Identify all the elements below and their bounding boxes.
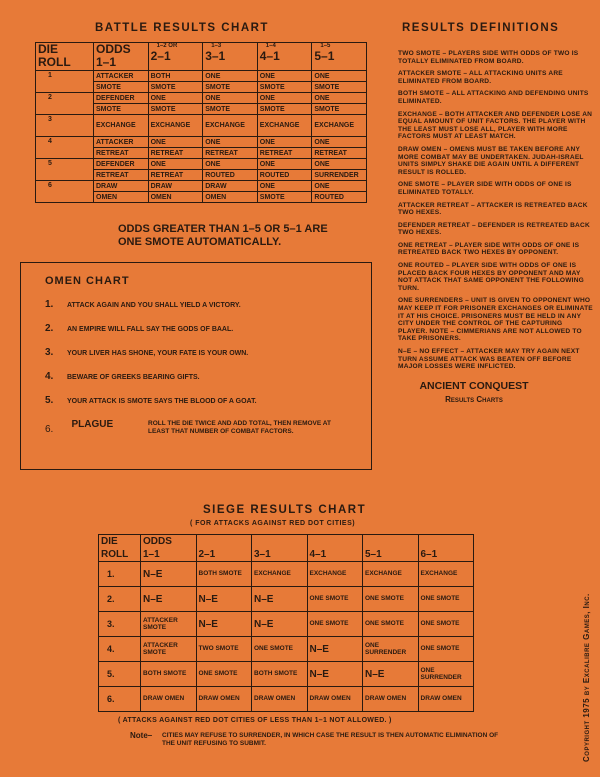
battle-result-line1: DEFENDER [96, 95, 135, 102]
battle-chart-title: BATTLE RESULTS CHART [95, 22, 269, 34]
omen-text: AN EMPIRE WILL FALL SAY THE GODS OF BAAL. [67, 326, 234, 333]
siege-row [99, 562, 474, 587]
siege-result-cell: ONE SMOTE [418, 637, 474, 662]
omen-text: ATTACK AGAIN AND YOU SHALL YIELD A VICTORY. [67, 302, 241, 309]
definition-item: ONE ROUTED – PLAYER SIDE WITH ODDS OF ONE IS PLACED BACK FOUR HEXES BY OPPONENT AND MAY NOT ATTACK THAT SAME OPPONENT THE FOLLOWING TURN. [398, 262, 585, 292]
siege-die-value: 6. [99, 687, 141, 712]
omen-item [45, 323, 233, 334]
battle-result-cell [257, 159, 312, 181]
siege-die-value: 3. [99, 612, 141, 637]
definition-item: BOTH SMOTE – ALL ATTACKING AND DEFENDING UNITS ELIMINATED. [398, 90, 589, 105]
siege-result-cell: N–E [307, 637, 363, 662]
battle-result-line2: SMOTE [94, 103, 148, 114]
battle-result-line2: SMOTE [312, 81, 366, 92]
battle-odds-note: ODDS GREATER THAN 1–5 OR 5–1 ARE ONE SMOTE AUTOMATICALLY. [118, 223, 328, 248]
siege-die-roll-header: DIE ROLL [99, 535, 141, 562]
siege-odds-col-5: 5–1 [363, 535, 419, 562]
battle-result-cell [94, 159, 149, 181]
battle-result-line2: RETREAT [149, 169, 203, 180]
battle-results-table [35, 42, 367, 203]
omen-item [45, 371, 200, 382]
battle-result-line2: SMOTE [258, 81, 312, 92]
omen-chart-box [20, 262, 372, 470]
siege-result-cell: N–E [141, 562, 197, 587]
battle-odds-col-2: 1–2 OR 2–1 [148, 43, 203, 71]
siege-result-cell: EXCHANGE [252, 562, 308, 587]
siege-result-cell: DRAW OMEN [252, 687, 308, 712]
battle-result-text: EXCHANGE [259, 122, 300, 129]
siege-result-cell: ONE SURRENDER [418, 662, 474, 687]
definitions-list [398, 50, 593, 376]
siege-result-cell: EXCHANGE [418, 562, 474, 587]
omen-text: YOUR ATTACK IS SMOTE SAYS THE BLOOD OF A GOAT. [67, 398, 257, 405]
siege-row [99, 662, 474, 687]
battle-result-line1: ATTACKER [96, 73, 134, 80]
siege-result-cell: ONE SMOTE [307, 612, 363, 637]
battle-result-line2: SMOTE [203, 81, 257, 92]
battle-result-cell [148, 137, 203, 159]
copyright-notice: Copyright 1975 by Excalibre Games, Inc. [582, 593, 591, 762]
battle-result-cell [203, 181, 258, 203]
battle-result-cell [148, 71, 203, 93]
battle-result-line1: DEFENDER [96, 161, 135, 168]
battle-odds-col-1: ODDS 1–1 [94, 43, 149, 71]
battle-result-cell [94, 137, 149, 159]
battle-die-value: 4 [36, 137, 94, 159]
battle-result-line2: ROUTED [312, 191, 366, 202]
battle-result-line2: RETREAT [149, 147, 203, 158]
siege-die-value: 2. [99, 587, 141, 612]
siege-result-cell: N–E [196, 587, 252, 612]
battle-result-text: EXCHANGE [205, 122, 245, 129]
battle-result-cell [312, 71, 367, 93]
battle-result-cell [148, 93, 203, 115]
battle-result-line2: RETREAT [203, 147, 257, 158]
battle-header-row [36, 43, 367, 71]
siege-odds-col-3: 3–1 [252, 535, 308, 562]
battle-result-line1: ONE [314, 73, 330, 80]
omen-number: 1. [45, 299, 54, 310]
omen-plague-text: ROLL THE DIE TWICE AND ADD TOTAL, THEN REMOVE AT LEAST THAT NUMBER OF COMBAT FACTORS. [148, 420, 331, 435]
siege-result-cell: TWO SMOTE [196, 637, 252, 662]
battle-result-line2: SMOTE [94, 81, 148, 92]
battle-die-value: 3 [36, 115, 94, 137]
battle-result-line2: OMEN [203, 191, 257, 202]
definition-item: TWO SMOTE – PLAYERS SIDE WITH ODDS OF TWO IS TOTALLY ELIMINATED FROM BOARD. [398, 50, 579, 65]
siege-result-cell: ONE SMOTE [363, 612, 419, 637]
siege-header-row [99, 535, 474, 562]
battle-result-line1: DRAW [96, 183, 118, 190]
battle-result-cell [94, 71, 149, 93]
siege-result-cell: ONE SMOTE [418, 587, 474, 612]
battle-result-line1: ONE [314, 95, 330, 102]
battle-result-line1: ONE [205, 161, 221, 168]
siege-result-cell: DRAW OMEN [307, 687, 363, 712]
definition-item: N–E – NO EFFECT – ATTACKER MAY TRY AGAIN NEXT TURN ASSUME ATTACK WAS BEATEN OFF BEFORE MAJOR LOSSES WERE INFLICTED. [398, 348, 580, 371]
battle-result-cell [257, 115, 312, 137]
siege-row [99, 587, 474, 612]
battle-result-cell [148, 159, 203, 181]
battle-result-line2: SURRENDER [312, 169, 366, 180]
omen-number: 4. [45, 371, 54, 382]
battle-result-line2: OMEN [94, 191, 148, 202]
battle-result-cell [312, 159, 367, 181]
omen-chart-title: OMEN CHART [45, 275, 130, 287]
battle-result-cell [257, 181, 312, 203]
siege-result-cell: EXCHANGE [363, 562, 419, 587]
definition-item: ONE RETREAT – PLAYER SIDE WITH ODDS OF ONE IS RETREATED BACK TWO HEXES BY OPPONENT. [398, 241, 580, 257]
definitions-title: RESULTS DEFINITIONS [402, 22, 560, 34]
battle-result-line2: SMOTE [149, 103, 203, 114]
battle-die-value: 5 [36, 159, 94, 181]
siege-odds-col-2: 2–1 [196, 535, 252, 562]
definition-item: DRAW OMEN – OMENS MUST BE TAKEN BEFORE ANY MORE COMBAT MAY BE UNDERTAKEN. JUDAH-ISRAEL UNITS SIMPLY SHAKE DIE AGAIN UNTIL A DIFFERENT RESULT IS ROLLED. [398, 145, 584, 176]
battle-result-line1: ONE [259, 161, 275, 168]
battle-row [36, 181, 367, 203]
battle-result-cell [257, 93, 312, 115]
battle-result-line1: DRAW [205, 183, 227, 190]
battle-result-line1: ONE [314, 183, 330, 190]
battle-result-line2: SMOTE [258, 103, 312, 114]
omen-item [45, 347, 248, 358]
battle-die-roll-header: DIE ROLL [36, 43, 94, 71]
battle-result-cell [312, 93, 367, 115]
battle-result-cell [148, 181, 203, 203]
battle-result-cell [203, 137, 258, 159]
siege-odds-col-1: ODDS 1–1 [141, 535, 197, 562]
siege-row [99, 612, 474, 637]
siege-odds-col-6: 6–1 [418, 535, 474, 562]
siege-odds-col-4: 4–1 [307, 535, 363, 562]
battle-result-cell [312, 115, 367, 137]
battle-result-cell [312, 181, 367, 203]
omen-number: 2. [45, 323, 54, 334]
battle-die-value: 2 [36, 93, 94, 115]
siege-result-cell: ONE SMOTE [307, 587, 363, 612]
battle-result-cell [94, 93, 149, 115]
siege-die-value: 5. [99, 662, 141, 687]
omen-number: 3. [45, 347, 54, 358]
siege-result-cell: EXCHANGE [307, 562, 363, 587]
battle-result-line2: RETREAT [94, 147, 148, 158]
siege-result-cell: ONE SMOTE [418, 612, 474, 637]
battle-result-cell [257, 71, 312, 93]
battle-result-line2: RETREAT [312, 147, 366, 158]
definition-item: ONE SMOTE – PLAYER SIDE WITH ODDS OF ONE IS ELIMINATED TOTALLY. [398, 181, 572, 196]
siege-result-cell: DRAW OMEN [418, 687, 474, 712]
siege-result-cell: DRAW OMEN [363, 687, 419, 712]
battle-row [36, 71, 367, 93]
siege-result-cell: BOTH SMOTE [252, 662, 308, 687]
battle-result-text: EXCHANGE [150, 122, 191, 129]
battle-odds-col-4: 1–4 4–1 [257, 43, 312, 71]
siege-footnote: ( ATTACKS AGAINST RED DOT CITIES OF LESS THAN 1–1 NOT ALLOWED. ) [118, 717, 392, 724]
battle-die-value: 6 [36, 181, 94, 203]
definition-item: ONE SURRENDERS – UNIT IS GIVEN TO OPPONENT WHO MAY KEEP IT FOR PRISONER EXCHANGES OR ELIMINATE IT AT HIS CHOICE. PRISONERS MUST BE HELD IN ANY CITY UNDER THE CONTROL OF THE CAPTURING PLAYER. NOTE – CIMMERIANS ARE NOT ALLOWED TO TAKE PRISONERS. [398, 297, 593, 343]
battle-result-line2: OMEN [149, 191, 203, 202]
siege-chart-subtitle: ( FOR ATTACKS AGAINST RED DOT CITIES) [190, 520, 356, 527]
battle-result-text: EXCHANGE [314, 122, 355, 129]
battle-row [36, 137, 367, 159]
battle-result-cell [312, 137, 367, 159]
battle-result-line2: SMOTE [149, 81, 203, 92]
siege-result-cell: N–E [252, 587, 308, 612]
siege-result-cell: ATTACKER SMOTE [141, 612, 197, 637]
battle-result-line2: RETREAT [94, 169, 148, 180]
siege-result-cell: BOTH SMOTE [196, 562, 252, 587]
omen-text: BEWARE OF GREEKS BEARING GIFTS. [67, 374, 200, 381]
siege-result-cell: DRAW OMEN [141, 687, 197, 712]
siege-result-cell: ONE SURRENDER [363, 637, 419, 662]
definition-item: EXCHANGE – BOTH ATTACKER AND DEFENDER LOSE AN EQUAL AMOUNT OF UNIT FACTORS. THE PLAYER WITH THE LEAST MUST LOSE ALL, PLAYER WITH MORE FACTORS MUST AT LEAST MATCH. [398, 110, 593, 141]
omen-number: 5. [45, 395, 54, 406]
definition-item: DEFENDER RETREAT – DEFENDER IS RETREATED BACK TWO HEXES. [398, 221, 590, 237]
battle-result-line2: ROUTED [203, 169, 257, 180]
battle-result-cell [203, 159, 258, 181]
battle-result-cell [94, 181, 149, 203]
battle-odds-col-5: 1–5 5–1 [312, 43, 367, 71]
siege-result-cell: N–E [363, 662, 419, 687]
siege-row [99, 687, 474, 712]
battle-row [36, 159, 367, 181]
omen-item [45, 395, 257, 406]
battle-result-cell [94, 115, 149, 137]
definition-item: ATTACKER SMOTE – ALL ATTACKING UNITS ARE ELIMINATED FROM BOARD. [398, 70, 563, 85]
battle-result-line2: RETREAT [258, 147, 312, 158]
omen-plague-label: PLAGUE [71, 419, 114, 430]
battle-result-line1: DRAW [150, 183, 172, 190]
siege-die-value: 4. [99, 637, 141, 662]
siege-note-label: Note– [130, 731, 153, 740]
omen-item [45, 299, 241, 310]
battle-result-line1: ONE [259, 95, 275, 102]
battle-result-line1: ATTACKER [96, 139, 134, 146]
battle-result-line2: SMOTE [312, 103, 366, 114]
battle-row [36, 115, 367, 137]
battle-result-text: EXCHANGE [96, 122, 136, 129]
siege-note-text: CITIES MAY REFUSE TO SURRENDER, IN WHICH CASE THE RESULT IS THEN AUTOMATIC ELIMINATION OF THE UNIT REFUSING TO SUBMIT. [162, 732, 499, 747]
battle-result-cell [203, 115, 258, 137]
battle-result-line1: ONE [314, 161, 330, 168]
siege-result-cell: ONE SMOTE [252, 637, 308, 662]
battle-result-line1: ONE [205, 95, 221, 102]
battle-result-line1: ONE [150, 139, 166, 146]
battle-row [36, 93, 367, 115]
siege-chart-title: SIEGE RESULTS CHART [203, 504, 367, 516]
battle-result-line1: ONE [259, 73, 275, 80]
battle-result-line1: ONE [205, 73, 221, 80]
definition-item: ATTACKER RETREAT – ATTACKER IS RETREATED BACK TWO HEXES. [398, 201, 588, 217]
battle-result-cell [203, 93, 258, 115]
battle-result-line1: ONE [150, 95, 166, 102]
battle-result-line1: ONE [205, 139, 221, 146]
battle-die-value: 1 [36, 71, 94, 93]
brand-title: ANCIENT CONQUEST [419, 380, 529, 392]
battle-result-line1: ONE [314, 139, 330, 146]
siege-result-cell: BOTH SMOTE [141, 662, 197, 687]
battle-result-cell [257, 137, 312, 159]
omen-plague: 6. $^{PLAGUE}$ ROLL THE DIE TWICE AND ADD TOTAL, THEN REMOVE AT LEAST THAT NUMBER OF COMBAT FACTORS. [45, 419, 365, 437]
siege-row [99, 637, 474, 662]
siege-result-cell: N–E [141, 587, 197, 612]
siege-result-cell: ONE SMOTE [196, 662, 252, 687]
siege-result-cell: N–E [196, 612, 252, 637]
siege-die-value: 1. [99, 562, 141, 587]
siege-result-cell: ONE SMOTE [363, 587, 419, 612]
battle-result-line2: ROUTED [258, 169, 312, 180]
battle-result-line1: ONE [259, 183, 275, 190]
siege-result-cell: N–E [252, 612, 308, 637]
siege-results-table [98, 534, 474, 712]
battle-odds-col-3: 1–3 3–1 [203, 43, 258, 71]
battle-result-line2: SMOTE [258, 191, 312, 202]
battle-result-line1: ONE [150, 161, 166, 168]
brand-subtitle: Results Charts [445, 395, 503, 404]
siege-result-cell: ATTACKER SMOTE [141, 637, 197, 662]
brand-block [398, 380, 598, 404]
battle-result-line2: SMOTE [203, 103, 257, 114]
battle-result-line1: BOTH [150, 73, 171, 80]
battle-result-line1: ONE [259, 139, 275, 146]
omen-text: YOUR LIVER HAS SHONE, YOUR FATE IS YOUR OWN. [67, 350, 249, 357]
battle-result-cell [148, 115, 203, 137]
battle-result-cell [203, 71, 258, 93]
siege-result-cell: DRAW OMEN [196, 687, 252, 712]
siege-result-cell: N–E [307, 662, 363, 687]
